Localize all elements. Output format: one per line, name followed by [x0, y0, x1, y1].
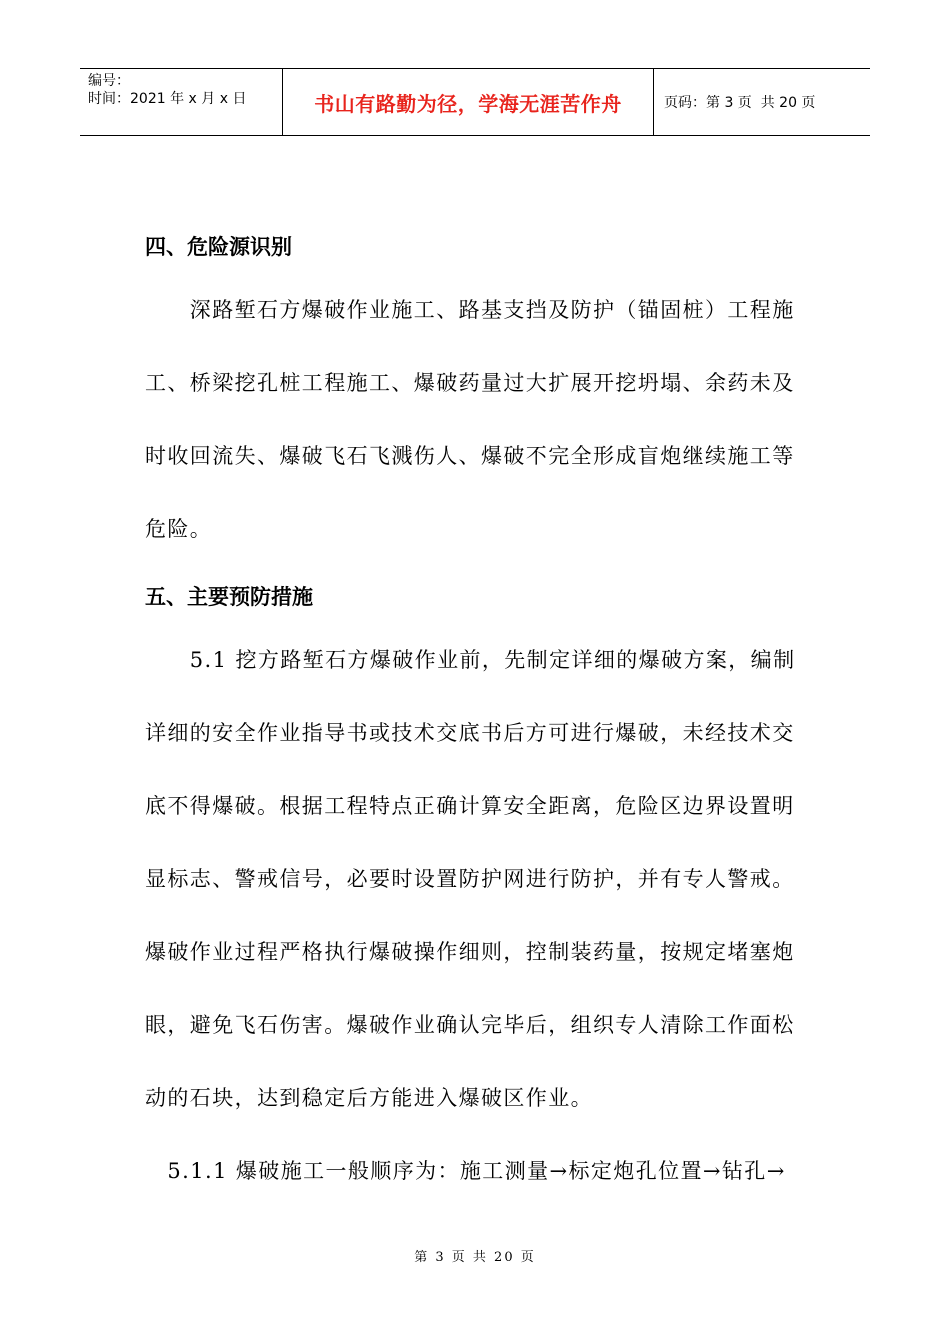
header-page-info	[654, 69, 870, 135]
paragraph-line: 时收回流失、爆破飞石飞溅伤人、爆破不完全形成盲炮继续施工等	[145, 444, 795, 468]
page-header	[80, 68, 870, 136]
paragraph-line: 5.1.1 爆破施工一般顺序为：施工测量→标定炮孔位置→钻孔→	[145, 1159, 786, 1183]
header-meta	[80, 69, 282, 135]
document-date: 时间：2021 年 x 月 x 日	[88, 91, 247, 107]
paragraph-line: 5.1 挖方路堑石方爆破作业前，先制定详细的爆破方案，编制	[145, 648, 796, 672]
paragraph-line: 工、桥梁挖孔桩工程施工、爆破药量过大扩展开挖坍塌、余药未及	[145, 371, 795, 395]
hazards-paragraph	[145, 274, 815, 566]
paragraph-line: 显标志、警戒信号，必要时设置防护网进行防护，并有专人警戒。	[145, 867, 795, 891]
page-footer: 第 3 页 共 20 页	[414, 1250, 536, 1265]
paragraph-line: 眼，避免飞石伤害。爆破作业确认完毕后，组织专人清除工作面松	[145, 1013, 795, 1037]
paragraph-line: 详细的安全作业指导书或技术交底书后方可进行爆破，未经技术交	[145, 721, 795, 745]
section-heading-measures: 五、主要预防措施	[145, 585, 313, 609]
paragraph-line: 底不得爆破。根据工程特点正确计算安全距离，危险区边界设置明	[145, 794, 795, 818]
paragraph-line: 深路堑石方爆破作业施工、路基支挡及防护（锚固桩）工程施	[145, 298, 795, 322]
page-info-text: 页码：第 3 页 共 20 页	[664, 95, 816, 111]
document-number-label: 编号：	[88, 73, 130, 89]
section-heading-hazards: 四、危险源识别	[145, 235, 292, 259]
paragraph-line: 危险。	[145, 517, 213, 541]
measures-paragraph	[145, 624, 815, 1208]
header-motto: 书山有路勤为径，学海无涯苦作舟	[282, 69, 654, 135]
paragraph-line: 动的石块，达到稳定后方能进入爆破区作业。	[145, 1086, 593, 1110]
paragraph-line: 爆破作业过程严格执行爆破操作细则，控制装药量，按规定堵塞炮	[145, 940, 795, 964]
